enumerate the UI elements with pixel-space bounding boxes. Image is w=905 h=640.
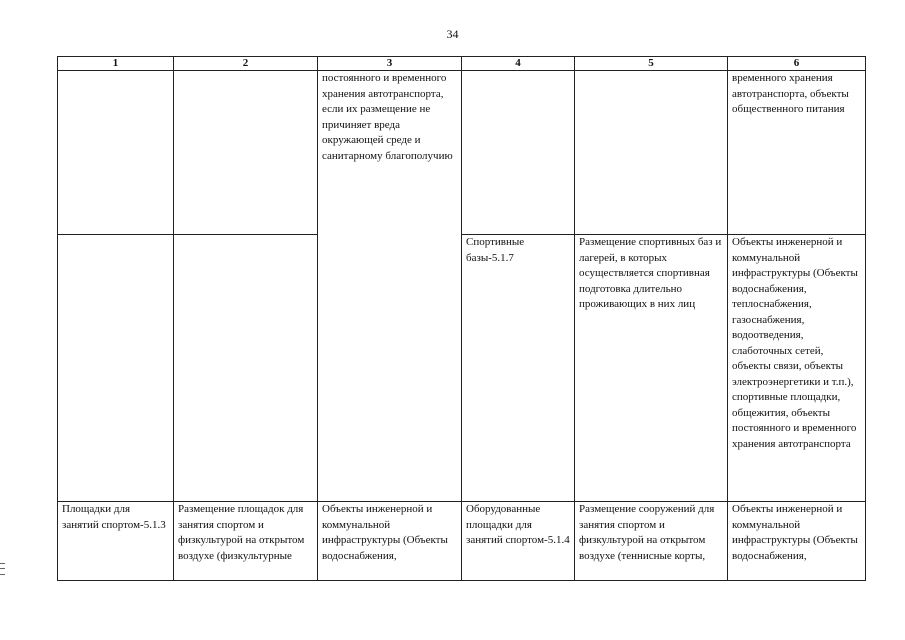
- column-header: 2: [174, 57, 318, 71]
- zoning-table: [57, 56, 866, 581]
- table-cell: Размещение площадок для занятия спортом и физкультурой на открытом воздухе (физкультурные: [174, 502, 318, 581]
- table-row: [58, 71, 866, 235]
- column-header: 1: [58, 57, 174, 71]
- table-cell: [174, 71, 318, 235]
- table-cell: [462, 71, 575, 235]
- column-header: 4: [462, 57, 575, 71]
- column-header: 3: [318, 57, 462, 71]
- scan-edge-mark: [0, 563, 5, 575]
- table-header-row: [58, 57, 866, 71]
- page-number: 34: [446, 27, 459, 41]
- table-cell: Объекты инженерной и коммунальной инфраструктуры (Объекты водоснабжения,: [318, 502, 462, 581]
- table-cell: Объекты инженерной и коммунальной инфраструктуры (Объекты водоснабжения,: [728, 502, 866, 581]
- table-cell: Площадки для занятий спортом-5.1.3: [58, 502, 174, 581]
- table-cell: постоянного и временного хранения автотранспорта, если их размещение не причиняет вреда окружающей среде и санитарному благополучию: [318, 71, 462, 502]
- table-cell: Размещение сооружений для занятия спортом и физкультурой на открытом воздухе (теннисные корты,: [575, 502, 728, 581]
- table-cell: [575, 71, 728, 235]
- table-cell: [58, 235, 174, 502]
- table-cell: [174, 235, 318, 502]
- table-cell: Оборудованные площадки для занятий спортом-5.1.4: [462, 502, 575, 581]
- column-header: 5: [575, 57, 728, 71]
- column-header: 6: [728, 57, 866, 71]
- table-cell: временного хранения автотранспорта, объекты общественного питания: [728, 71, 866, 235]
- table-cell: Объекты инженерной и коммунальной инфраструктуры (Объекты водоснабжения, теплоснабжения, газоснабжения, водоотведения, слаботочных сетей, объекты связи, объекты электроэнергетики и т.п.), спортивные площадки, общежития, объекты постоянного и временного хранения автотранспорта: [728, 235, 866, 502]
- table-row: [58, 235, 866, 502]
- table-cell: Спортивные базы-5.1.7: [462, 235, 575, 502]
- table-row: [58, 502, 866, 581]
- table-cell: Размещение спортивных баз и лагерей, в которых осуществляется спортивная подготовка длительно проживающих в них лиц: [575, 235, 728, 502]
- table-cell: [58, 71, 174, 235]
